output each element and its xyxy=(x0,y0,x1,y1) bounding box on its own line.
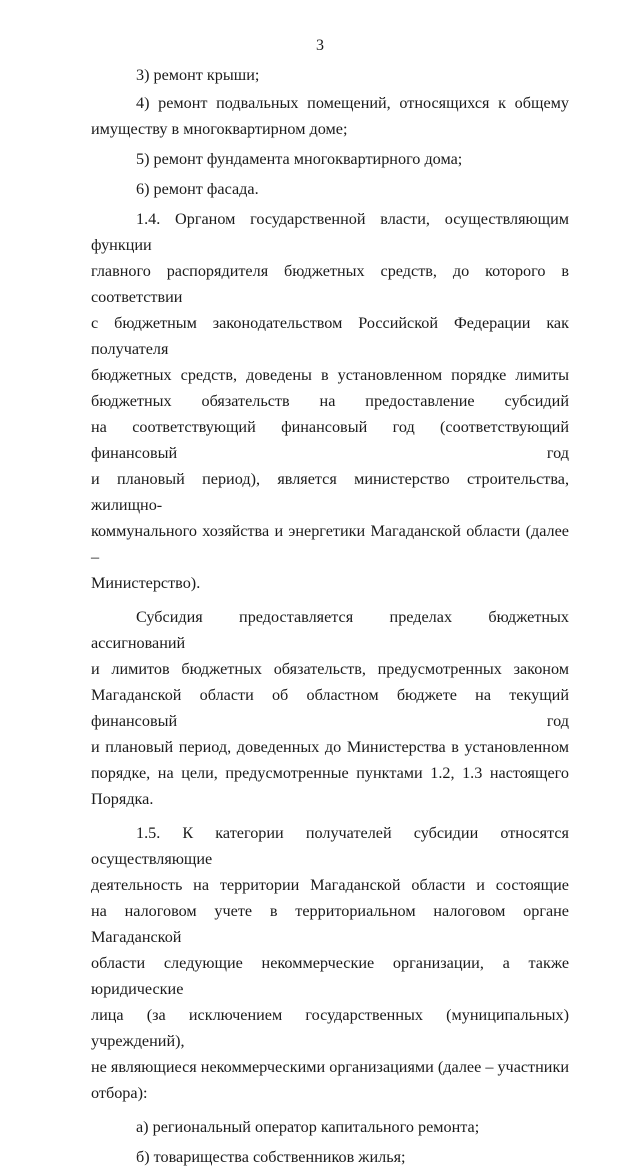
subsidy-paragraph-line: и лимитов бюджетных обязательств, предусмотренных законом xyxy=(91,660,569,678)
clause-1-5 xyxy=(91,820,569,1106)
clause-1-4-line: с бюджетным законодательством Российской Федерации как получателя xyxy=(91,314,569,358)
subsidy-paragraph-line: Порядка. xyxy=(91,790,154,808)
clause-1-4 xyxy=(91,206,569,596)
list-item-foundation-repair: 5) ремонт фундамента многоквартирного дома; xyxy=(136,150,463,168)
clause-1-4-line: бюджетных обязательств на предоставление субсидий xyxy=(91,392,569,410)
subsidy-paragraph-line: и плановый период, доведенных до Министерства в установленном xyxy=(91,738,569,756)
clause-1-4-line: бюджетных средств, доведены в установленном порядке лимиты xyxy=(91,366,569,384)
subsidy-paragraph-line: Субсидия предоставляется пределах бюджетных ассигнований xyxy=(91,608,569,652)
clause-1-5-line: области следующие некоммерческие организации, а также юридические xyxy=(91,954,569,998)
list-item-basement-repair-line-1: 4) ремонт подвальных помещений, относящихся к общему xyxy=(136,94,569,112)
clause-1-5-line: отбора): xyxy=(91,1084,148,1102)
clause-1-4-line: коммунального хозяйства и энергетики Магаданской области (далее – xyxy=(91,522,569,566)
clause-1-5-line: 1.5. К категории получателей субсидии относятся осуществляющие xyxy=(91,824,569,868)
list-item-facade-repair: 6) ремонт фасада. xyxy=(136,180,259,198)
clause-1-4-line: Министерство). xyxy=(91,574,201,592)
list-item-basement-repair xyxy=(91,90,569,142)
clause-1-4-line: главного распорядителя бюджетных средств, до которого в соответствии xyxy=(91,262,569,306)
subsidy-paragraph-line: Магаданской области об областном бюджете на текущий финансовый год xyxy=(91,686,569,730)
clause-1-4-line: и плановый период), является министерство строительства, жилищно- xyxy=(91,470,569,514)
clause-1-5-line: на налоговом учете в территориальном налоговом органе Магаданской xyxy=(91,902,569,946)
list-item-regional-operator: а) региональный оператор капитального ремонта; xyxy=(136,1118,480,1136)
clause-1-4-line: на соответствующий финансовый год (соответствующий финансовый год xyxy=(91,418,569,462)
document-body xyxy=(91,62,569,1170)
subsidy-paragraph-line: порядке, на цели, предусмотренные пунктами 1.2, 1.3 настоящего xyxy=(91,764,569,782)
list-item-homeowners-associations: б) товарищества собственников жилья; xyxy=(136,1148,406,1166)
clause-1-5-line: лица (за исключением государственных (муниципальных) учреждений), xyxy=(91,1006,569,1050)
list-item-basement-repair-line-2: имуществу в многоквартирном доме; xyxy=(91,120,348,138)
clause-1-5-line: деятельность на территории Магаданской области и состоящие xyxy=(91,876,569,894)
clause-1-5-line: не являющиеся некоммерческими организациями (далее – участники xyxy=(91,1058,569,1076)
list-item-roof-repair: 3) ремонт крыши; xyxy=(136,66,260,84)
clause-1-4-line: 1.4. Органом государственной власти, осуществляющим функции xyxy=(91,210,569,254)
page-number: 3 xyxy=(316,37,324,54)
subsidy-paragraph xyxy=(91,604,569,812)
